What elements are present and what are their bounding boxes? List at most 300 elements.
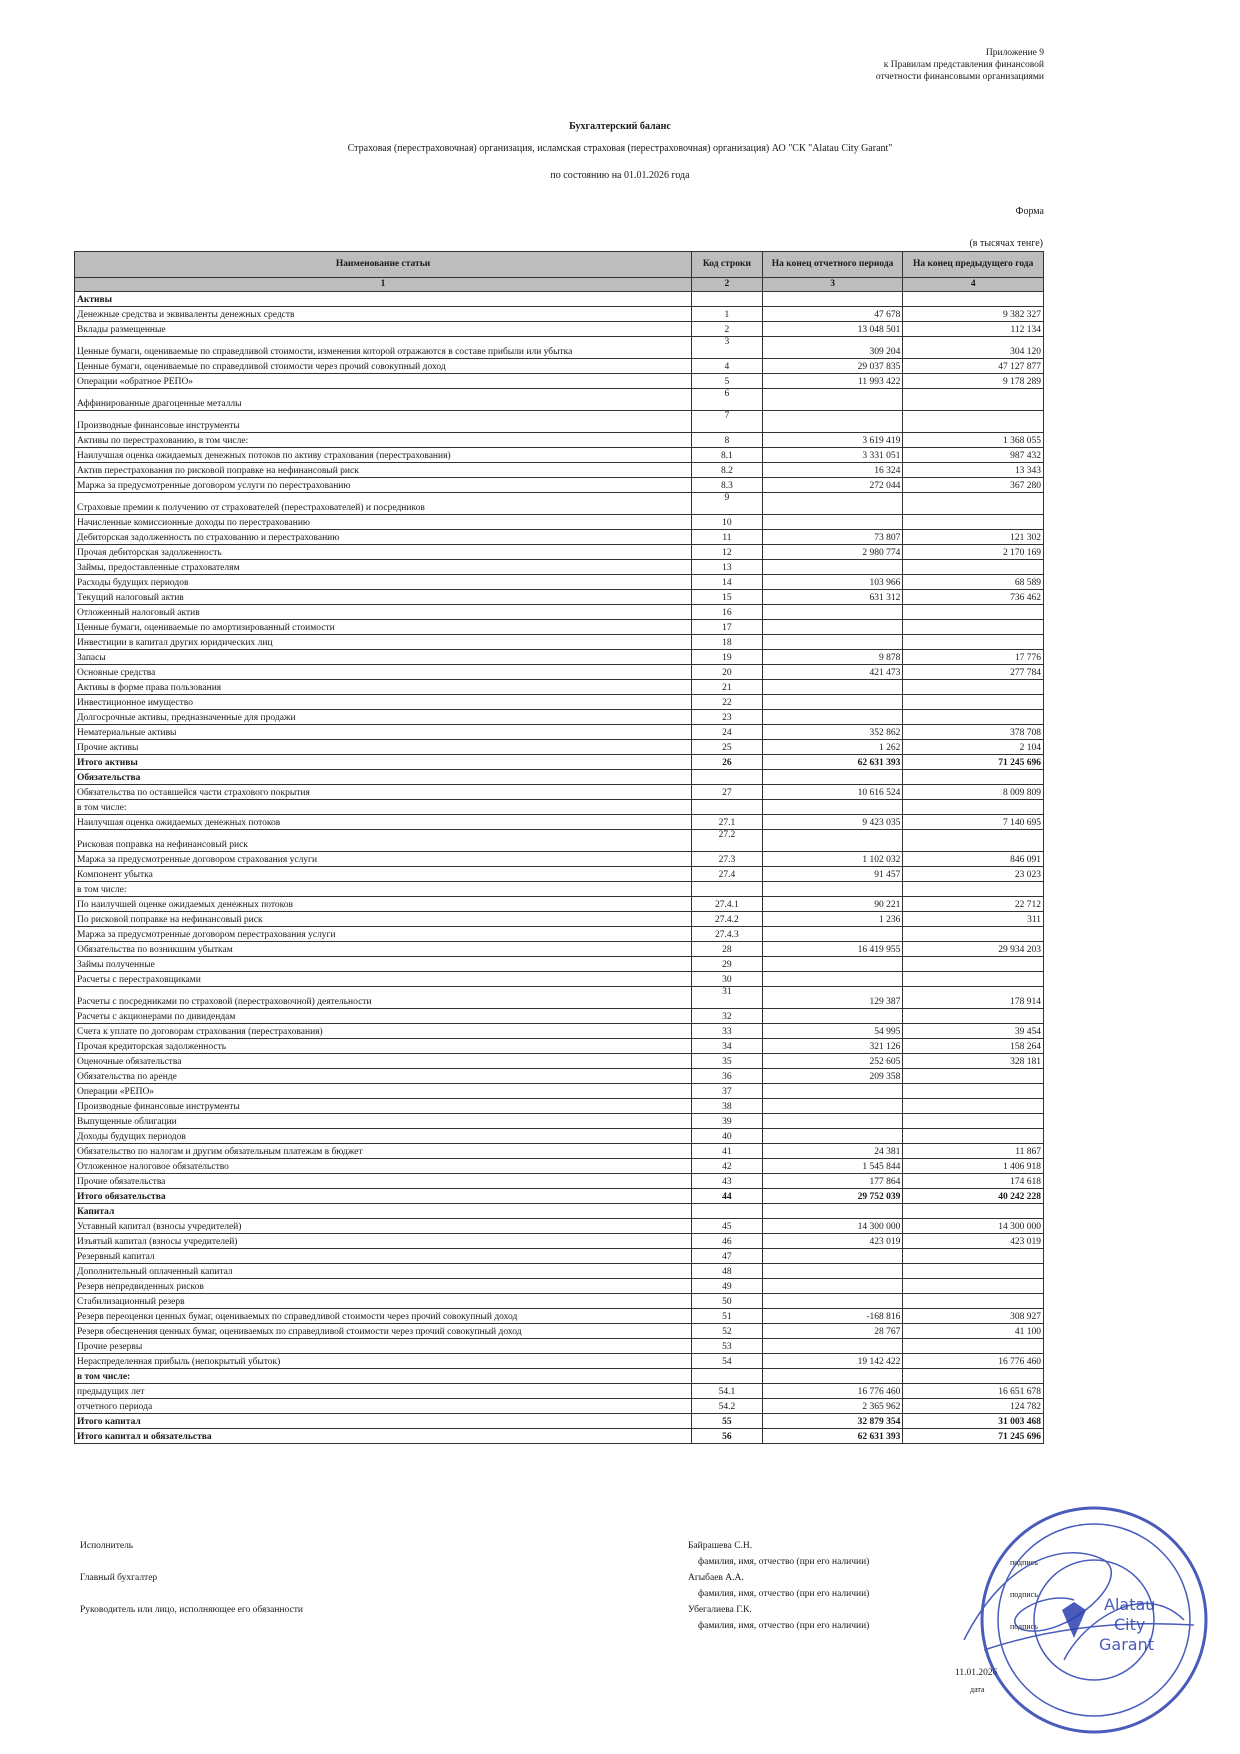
- table-row: [75, 882, 1044, 897]
- chief-accountant-name: Агыбаев А.А.: [688, 1573, 744, 1583]
- row-current-value: 19 142 422: [762, 1354, 903, 1369]
- row-current-value: 1 262: [762, 740, 903, 755]
- table-row: [75, 1264, 1044, 1279]
- row-name: Резервный капитал: [75, 1249, 692, 1264]
- row-code: [692, 800, 763, 815]
- row-code: 11: [692, 530, 763, 545]
- row-code: 23: [692, 710, 763, 725]
- row-current-value: [762, 411, 903, 433]
- row-code: 12: [692, 545, 763, 560]
- row-current-value: [762, 1084, 903, 1099]
- row-previous-value: [903, 1249, 1044, 1264]
- row-name: Производные финансовые инструменты: [75, 411, 692, 433]
- table-row: [75, 710, 1044, 725]
- row-previous-value: [903, 1339, 1044, 1354]
- row-code: 5: [692, 374, 763, 389]
- table-row: [75, 1024, 1044, 1039]
- row-code: 27.4.2: [692, 912, 763, 927]
- row-name: Инвестиции в капитал других юридических лиц: [75, 635, 692, 650]
- table-row: [75, 1249, 1044, 1264]
- balance-sheet-table: [74, 251, 1044, 1444]
- row-code: 21: [692, 680, 763, 695]
- row-current-value: [762, 830, 903, 852]
- row-code: 1: [692, 307, 763, 322]
- row-name: в том числе:: [75, 882, 692, 897]
- table-row: [75, 493, 1044, 515]
- column-number: 2: [692, 278, 763, 292]
- table-row: [75, 359, 1044, 374]
- table-row: [75, 1069, 1044, 1084]
- row-current-value: 32 879 354: [762, 1414, 903, 1429]
- row-previous-value: 423 019: [903, 1234, 1044, 1249]
- row-current-value: 321 126: [762, 1039, 903, 1054]
- table-row: [75, 1114, 1044, 1129]
- row-name: Операции «РЕПО»: [75, 1084, 692, 1099]
- table-row: [75, 448, 1044, 463]
- row-code: 27.2: [692, 830, 763, 852]
- row-previous-value: [903, 1099, 1044, 1114]
- row-name: Дебиторская задолженность по страхованию и перестрахованию: [75, 530, 692, 545]
- row-previous-value: 16 651 678: [903, 1384, 1044, 1399]
- row-current-value: -168 816: [762, 1309, 903, 1324]
- table-row: [75, 411, 1044, 433]
- row-current-value: 1 102 032: [762, 852, 903, 867]
- row-current-value: [762, 770, 903, 785]
- as-of-date: по состоянию на 01.01.2026 года: [550, 170, 690, 181]
- row-current-value: 9 423 035: [762, 815, 903, 830]
- table-row: [75, 1279, 1044, 1294]
- table-row: [75, 972, 1044, 987]
- table-row: [75, 815, 1044, 830]
- row-current-value: 13 048 501: [762, 322, 903, 337]
- row-code: 46: [692, 1234, 763, 1249]
- row-previous-value: [903, 605, 1044, 620]
- row-previous-value: 367 280: [903, 478, 1044, 493]
- row-previous-value: [903, 680, 1044, 695]
- row-previous-value: [903, 695, 1044, 710]
- row-name: Доходы будущих периодов: [75, 1129, 692, 1144]
- row-current-value: [762, 389, 903, 411]
- table-row: [75, 695, 1044, 710]
- row-current-value: [762, 1249, 903, 1264]
- row-name: Обязательства: [75, 770, 692, 785]
- row-previous-value: 71 245 696: [903, 1429, 1044, 1444]
- table-row: [75, 635, 1044, 650]
- row-previous-value: [903, 1279, 1044, 1294]
- table-row: [75, 1384, 1044, 1399]
- row-name: Нематериальные активы: [75, 725, 692, 740]
- row-name: Прочая кредиторская задолженность: [75, 1039, 692, 1054]
- row-name: Обязательства по аренде: [75, 1069, 692, 1084]
- row-name: Итого капитал и обязательства: [75, 1429, 692, 1444]
- row-previous-value: [903, 1084, 1044, 1099]
- row-name: Уставный капитал (взносы учредителей): [75, 1219, 692, 1234]
- column-header-previous: На конец предыдущего года: [903, 252, 1044, 278]
- column-header-code: Код строки: [692, 252, 763, 278]
- row-name: Резерв переоценки ценных бумаг, оцениваемых по справедливой стоимости через прочий совокупный доход: [75, 1309, 692, 1324]
- row-name: Итого активы: [75, 755, 692, 770]
- row-previous-value: 68 589: [903, 575, 1044, 590]
- row-current-value: [762, 605, 903, 620]
- table-row: [75, 307, 1044, 322]
- table-row: [75, 374, 1044, 389]
- row-name: Дополнительный оплаченный капитал: [75, 1264, 692, 1279]
- row-current-value: [762, 515, 903, 530]
- row-current-value: [762, 1339, 903, 1354]
- table-row: [75, 942, 1044, 957]
- row-current-value: 90 221: [762, 897, 903, 912]
- stamp-text-alatau: Alatau: [1104, 1595, 1156, 1614]
- row-name: Займы полученные: [75, 957, 692, 972]
- row-code: 8.2: [692, 463, 763, 478]
- row-previous-value: 31 003 468: [903, 1414, 1044, 1429]
- row-current-value: 631 312: [762, 590, 903, 605]
- row-name: Операции «обратное РЕПО»: [75, 374, 692, 389]
- row-name: Инвестиционное имущество: [75, 695, 692, 710]
- row-name: Итого капитал: [75, 1414, 692, 1429]
- row-name: Маржа за предусмотренные договором услуги по перестрахованию: [75, 478, 692, 493]
- column-number: 4: [903, 278, 1044, 292]
- table-row: [75, 1234, 1044, 1249]
- row-name: По рисковой поправке на нефинансовый риск: [75, 912, 692, 927]
- row-code: 14: [692, 575, 763, 590]
- row-code: 7: [692, 411, 763, 433]
- row-code: 27.4: [692, 867, 763, 882]
- row-name: Расчеты с посредниками по страховой (перестраховочной) деятельности: [75, 987, 692, 1009]
- row-previous-value: 124 782: [903, 1399, 1044, 1414]
- row-previous-value: [903, 389, 1044, 411]
- row-current-value: 421 473: [762, 665, 903, 680]
- table-row: [75, 1129, 1044, 1144]
- row-name: Рисковая поправка на нефинансовый риск: [75, 830, 692, 852]
- row-current-value: 1 545 844: [762, 1159, 903, 1174]
- row-previous-value: 308 927: [903, 1309, 1044, 1324]
- row-code: 22: [692, 695, 763, 710]
- row-name: Капитал: [75, 1204, 692, 1219]
- row-code: [692, 1204, 763, 1219]
- row-previous-value: 846 091: [903, 852, 1044, 867]
- row-previous-value: 23 023: [903, 867, 1044, 882]
- row-code: 17: [692, 620, 763, 635]
- row-previous-value: 158 264: [903, 1039, 1044, 1054]
- column-number-row: [75, 278, 1044, 292]
- row-code: 48: [692, 1264, 763, 1279]
- row-name: Маржа за предусмотренные договором страхования услуги: [75, 852, 692, 867]
- row-current-value: 10 616 524: [762, 785, 903, 800]
- row-code: 8.1: [692, 448, 763, 463]
- organization-name: Страховая (перестраховочная) организация, исламская страховая (перестраховочная) организация) АО "СК "Alatau City Garant": [347, 143, 893, 154]
- table-row: [75, 1159, 1044, 1174]
- row-code: 49: [692, 1279, 763, 1294]
- row-current-value: 1 236: [762, 912, 903, 927]
- row-code: 33: [692, 1024, 763, 1039]
- row-current-value: [762, 292, 903, 307]
- row-current-value: 29 037 835: [762, 359, 903, 374]
- svg-text:City: City: [1114, 1615, 1146, 1634]
- table-row: [75, 575, 1044, 590]
- row-code: 54: [692, 1354, 763, 1369]
- row-current-value: 16 324: [762, 463, 903, 478]
- row-code: 27: [692, 785, 763, 800]
- row-code: 18: [692, 635, 763, 650]
- table-row: [75, 389, 1044, 411]
- row-previous-value: 8 009 809: [903, 785, 1044, 800]
- row-previous-value: [903, 1369, 1044, 1384]
- row-name: Обязательства по оставшейся части страхового покрытия: [75, 785, 692, 800]
- row-name: Страховые премии к получению от страхователей (перестрахователей) и посредников: [75, 493, 692, 515]
- row-name: Резерв обесценения ценных бумаг, оцениваемых по справедливой стоимости через прочий совокупный доход: [75, 1324, 692, 1339]
- row-code: 39: [692, 1114, 763, 1129]
- row-code: 34: [692, 1039, 763, 1054]
- table-row: [75, 800, 1044, 815]
- row-name: Оценочные обязательства: [75, 1054, 692, 1069]
- row-current-value: [762, 1294, 903, 1309]
- table-row: [75, 927, 1044, 942]
- row-name: предыдущих лет: [75, 1384, 692, 1399]
- table-row: [75, 1339, 1044, 1354]
- table-row: [75, 1099, 1044, 1114]
- row-previous-value: 736 462: [903, 590, 1044, 605]
- row-current-value: [762, 695, 903, 710]
- row-code: 2: [692, 322, 763, 337]
- row-current-value: 209 358: [762, 1069, 903, 1084]
- table-row: [75, 1204, 1044, 1219]
- row-previous-value: 1 368 055: [903, 433, 1044, 448]
- table-row: [75, 867, 1044, 882]
- head-name: Убегалиева Г.К.: [688, 1605, 752, 1615]
- table-row: [75, 1039, 1044, 1054]
- row-name: Нераспределенная прибыль (непокрытый убыток): [75, 1354, 692, 1369]
- row-code: 10: [692, 515, 763, 530]
- row-name: Актив перестрахования по рисковой поправке на нефинансовый риск: [75, 463, 692, 478]
- row-name: Прочие активы: [75, 740, 692, 755]
- row-name: По наилучшей оценке ожидаемых денежных потоков: [75, 897, 692, 912]
- row-current-value: [762, 1114, 903, 1129]
- row-previous-value: [903, 1204, 1044, 1219]
- row-previous-value: 178 914: [903, 987, 1044, 1009]
- row-name: Наилучшая оценка ожидаемых денежных потоков: [75, 815, 692, 830]
- row-current-value: [762, 957, 903, 972]
- row-code: [692, 1369, 763, 1384]
- table-row: [75, 530, 1044, 545]
- row-current-value: 2 980 774: [762, 545, 903, 560]
- row-code: 4: [692, 359, 763, 374]
- table-body: [75, 292, 1044, 1444]
- appendix-note: [876, 47, 1044, 83]
- appendix-line-1: Приложение 9: [985, 48, 1044, 58]
- row-code: 32: [692, 1009, 763, 1024]
- row-current-value: 62 631 393: [762, 1429, 903, 1444]
- row-current-value: 73 807: [762, 530, 903, 545]
- row-current-value: 177 864: [762, 1174, 903, 1189]
- table-row: [75, 620, 1044, 635]
- executor-name-hint: фамилия, имя, отчество (при его наличии): [698, 1557, 870, 1567]
- row-current-value: 47 678: [762, 307, 903, 322]
- signature-hint-3: подпись: [1010, 1622, 1038, 1631]
- row-current-value: 3 619 419: [762, 433, 903, 448]
- row-current-value: 272 044: [762, 478, 903, 493]
- row-previous-value: 16 776 460: [903, 1354, 1044, 1369]
- row-code: 27.4.3: [692, 927, 763, 942]
- chief-accountant-label: Главный бухгалтер: [80, 1573, 158, 1583]
- row-previous-value: [903, 620, 1044, 635]
- units-label: (в тысячах тенге): [969, 238, 1043, 249]
- table-row: [75, 740, 1044, 755]
- row-current-value: [762, 620, 903, 635]
- row-previous-value: 121 302: [903, 530, 1044, 545]
- row-name: Ценные бумаги, оцениваемые по амортизированный стоимости: [75, 620, 692, 635]
- column-number: 3: [762, 278, 903, 292]
- row-previous-value: 304 120: [903, 337, 1044, 359]
- row-current-value: 29 752 039: [762, 1189, 903, 1204]
- row-current-value: 16 776 460: [762, 1384, 903, 1399]
- row-code: 56: [692, 1429, 763, 1444]
- row-code: 41: [692, 1144, 763, 1159]
- table-header-row: [75, 252, 1044, 278]
- column-number: 1: [75, 278, 692, 292]
- row-code: 54.1: [692, 1384, 763, 1399]
- row-previous-value: [903, 770, 1044, 785]
- head-label: Руководитель или лицо, исполняющее его обязанности: [80, 1605, 303, 1615]
- row-code: 27.3: [692, 852, 763, 867]
- row-current-value: [762, 710, 903, 725]
- table-row: [75, 1084, 1044, 1099]
- row-current-value: [762, 1264, 903, 1279]
- row-code: 38: [692, 1099, 763, 1114]
- table-row: [75, 1174, 1044, 1189]
- table-row: [75, 785, 1044, 800]
- document-title: Бухгалтерский баланс: [569, 121, 671, 132]
- table-row: [75, 957, 1044, 972]
- row-previous-value: [903, 1069, 1044, 1084]
- signature-hint-1: подпись: [1010, 1558, 1038, 1567]
- row-code: 27.4.1: [692, 897, 763, 912]
- table-row: [75, 1144, 1044, 1159]
- row-code: 55: [692, 1414, 763, 1429]
- row-code: 8: [692, 433, 763, 448]
- row-previous-value: [903, 957, 1044, 972]
- row-name: Начисленные комиссионные доходы по перестрахованию: [75, 515, 692, 530]
- row-previous-value: [903, 800, 1044, 815]
- row-code: 40: [692, 1129, 763, 1144]
- row-name: Расходы будущих периодов: [75, 575, 692, 590]
- row-code: 36: [692, 1069, 763, 1084]
- row-current-value: [762, 927, 903, 942]
- row-name: Текущий налоговый актив: [75, 590, 692, 605]
- row-code: 50: [692, 1294, 763, 1309]
- row-current-value: [762, 1009, 903, 1024]
- row-name: Изъятый капитал (взносы учредителей): [75, 1234, 692, 1249]
- row-previous-value: 71 245 696: [903, 755, 1044, 770]
- row-current-value: 3 331 051: [762, 448, 903, 463]
- row-name: Отложенное налоговое обязательство: [75, 1159, 692, 1174]
- row-current-value: [762, 1369, 903, 1384]
- row-name: Счета к уплате по договорам страхования (перестрахования): [75, 1024, 692, 1039]
- row-code: 29: [692, 957, 763, 972]
- row-name: Активы: [75, 292, 692, 307]
- table-row: [75, 605, 1044, 620]
- head-name-hint: фамилия, имя, отчество (при его наличии): [698, 1621, 870, 1631]
- row-name: Расчеты с акционерами по дивидендам: [75, 1009, 692, 1024]
- row-previous-value: [903, 1264, 1044, 1279]
- row-code: [692, 882, 763, 897]
- table-row: [75, 560, 1044, 575]
- row-current-value: [762, 1204, 903, 1219]
- row-code: 19: [692, 650, 763, 665]
- row-code: 42: [692, 1159, 763, 1174]
- row-name: в том числе:: [75, 1369, 692, 1384]
- row-current-value: 352 862: [762, 725, 903, 740]
- row-name: отчетного периода: [75, 1399, 692, 1414]
- row-previous-value: 9 178 289: [903, 374, 1044, 389]
- row-name: Запасы: [75, 650, 692, 665]
- row-previous-value: 2 170 169: [903, 545, 1044, 560]
- row-name: Долгосрочные активы, предназначенные для продажи: [75, 710, 692, 725]
- table-row: [75, 478, 1044, 493]
- row-previous-value: 29 934 203: [903, 942, 1044, 957]
- table-row: [75, 897, 1044, 912]
- table-row: [75, 1219, 1044, 1234]
- row-name: Вклады размещенные: [75, 322, 692, 337]
- row-previous-value: 7 140 695: [903, 815, 1044, 830]
- form-label: Форма: [1015, 206, 1044, 217]
- chief-accountant-name-hint: фамилия, имя, отчество (при его наличии): [698, 1589, 870, 1599]
- table-row: [75, 515, 1044, 530]
- row-name: Прочие обязательства: [75, 1174, 692, 1189]
- table-row: [75, 1429, 1044, 1444]
- column-header-current: На конец отчетного периода: [762, 252, 903, 278]
- row-previous-value: 40 242 228: [903, 1189, 1044, 1204]
- row-previous-value: [903, 927, 1044, 942]
- row-current-value: 423 019: [762, 1234, 903, 1249]
- row-name: Ценные бумаги, оцениваемые по справедливой стоимости через прочий совокупный доход: [75, 359, 692, 374]
- row-current-value: [762, 560, 903, 575]
- row-previous-value: 17 776: [903, 650, 1044, 665]
- row-previous-value: 9 382 327: [903, 307, 1044, 322]
- row-code: 37: [692, 1084, 763, 1099]
- row-code: 13: [692, 560, 763, 575]
- table-row: [75, 1294, 1044, 1309]
- row-previous-value: [903, 830, 1044, 852]
- row-current-value: 252 605: [762, 1054, 903, 1069]
- row-name: Обязательство по налогам и другим обязательным платежам в бюджет: [75, 1144, 692, 1159]
- row-code: 28: [692, 942, 763, 957]
- row-previous-value: [903, 493, 1044, 515]
- row-previous-value: 378 708: [903, 725, 1044, 740]
- row-code: 26: [692, 755, 763, 770]
- table-row: [75, 1354, 1044, 1369]
- row-previous-value: 328 181: [903, 1054, 1044, 1069]
- date-label: дата: [970, 1685, 985, 1694]
- row-name: Основные средства: [75, 665, 692, 680]
- row-current-value: 54 995: [762, 1024, 903, 1039]
- row-code: 27.1: [692, 815, 763, 830]
- row-previous-value: [903, 1009, 1044, 1024]
- row-current-value: [762, 800, 903, 815]
- row-current-value: [762, 972, 903, 987]
- table-row: [75, 830, 1044, 852]
- row-code: [692, 292, 763, 307]
- row-previous-value: [903, 635, 1044, 650]
- row-previous-value: 47 127 877: [903, 359, 1044, 374]
- executor-name: Байрашева С.Н.: [688, 1541, 753, 1551]
- table-row: [75, 463, 1044, 478]
- row-name: Прочая дебиторская задолженность: [75, 545, 692, 560]
- row-current-value: [762, 882, 903, 897]
- row-code: 24: [692, 725, 763, 740]
- table-row: [75, 322, 1044, 337]
- row-name: в том числе:: [75, 800, 692, 815]
